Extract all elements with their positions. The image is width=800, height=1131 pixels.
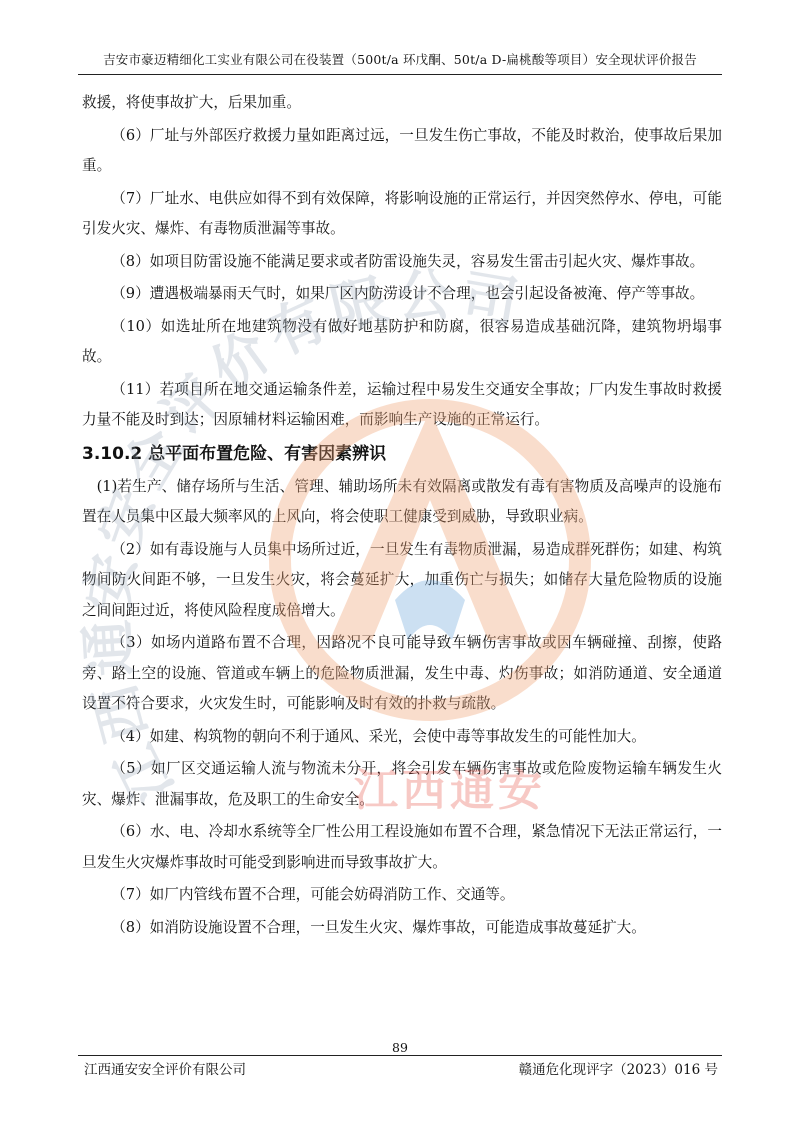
section-heading: 3.10.2 总平面布置危险、有害因素辨识 bbox=[82, 443, 387, 464]
layout-item-3: （3）如场内道路布置不合理，因路况不良可能导致车辆伤害事故或因车辆碰撞、刮擦，使路旁、路上空的设施、管道或车辆上的危险物质泄漏，发生中毒、灼伤事故；如消防通道、安全通道设置不符合要求，火灾发生时，可能影响及时有效的扑救与疏散。 bbox=[82, 634, 722, 712]
watermark-arc-text: 江西通安安全评价有限公司 bbox=[75, 263, 529, 814]
paragraph-item-6: （6）厂址与外部医疗救援力量如距离过远，一旦发生伤亡事故，不能及时救治，使事故后果加重。 bbox=[82, 126, 722, 174]
paragraph-item-11: （11）若项目所在地交通运输条件差，运输过程中易发生交通安全事故；厂内发生事故时救援力量不能及时到达；因原辅材料运输困难，而影响生产设施的正常运行。 bbox=[82, 380, 722, 428]
document-body bbox=[82, 88, 722, 945]
page-number: 89 bbox=[392, 1040, 408, 1055]
watermark-stamp-text: 江西通安 bbox=[354, 765, 546, 816]
layout-item-2: （2）如有毒设施与人员集中场所过近，一旦发生有毒物质泄漏，易造成群死群伤；如建、构筑物间防火间距不够，一旦发生火灾，将会蔓延扩大，加重伤亡与损失；如储存大量危险物质的设施之间间距过近，将使风险程度成倍增大。 bbox=[82, 540, 722, 619]
paragraph-item-8: （8）如项目防雷设施不能满足要求或者防雷设施失灵，容易发生雷击引起火灾、爆炸事故。 bbox=[111, 252, 705, 270]
page-header: 吉安市豪迈精细化工实业有限公司在役装置（500t/a 环戊酮、50t/a D-扁桃酸等项目）安全现状评价报告 bbox=[103, 52, 697, 67]
header-divider bbox=[78, 74, 722, 75]
paragraph-item-7: （7）厂址水、电供应如得不到有效保障，将影响设施的正常运行，并因突然停水、停电，可能引发火灾、爆炸、有毒物质泄漏等事故。 bbox=[82, 189, 722, 237]
layout-item-8: （8）如消防设施设置不合理，一旦发生火灾、爆炸事故，可能造成事故蔓延扩大。 bbox=[111, 918, 646, 936]
paragraph-item-10: （10）如选址所在地建筑物没有做好地基防护和防腐，很容易造成基础沉降，建筑物坍塌事故。 bbox=[82, 317, 722, 365]
footer-company: 江西通安安全评价有限公司 bbox=[84, 1062, 246, 1078]
paragraph-item-9: （9）遭遇极端暴雨天气时，如果厂区内防涝设计不合理，也会引起设备被淹、停产等事故。 bbox=[111, 285, 705, 302]
footer-divider bbox=[78, 1055, 722, 1056]
layout-item-6: （6）水、电、冷却水系统等全厂性公用工程设施如布置不合理，紧急情况下无法正常运行，一旦发生火灾爆炸事故时可能受到影响进而导致事故扩大。 bbox=[82, 823, 722, 871]
layout-item-7: （7）如厂内管线布置不合理，可能会妨碍消防工作、交通等。 bbox=[111, 886, 515, 903]
layout-item-4: （4）如建、构筑物的朝向不利于通风、采光，会使中毒等事故发生的可能性加大。 bbox=[111, 727, 646, 745]
footer-report-number: 赣通危化现评字（2023）016 号 bbox=[518, 1062, 718, 1078]
paragraph-continued: 救援，将使事故扩大，后果加重。 bbox=[82, 94, 301, 111]
layout-item-1: (1)若生产、储存场所与生活、管理、辅助场所未有效隔离或散发有毒有害物质及高噪声的设施布置在人员集中区最大频率风的上风向，将会使职工健康受到威胁，导致职业病。 bbox=[82, 477, 722, 525]
layout-item-5: （5）如厂区交通运输人流与物流未分开，将会引发车辆伤害事故或危险废物运输车辆发生火灾、爆炸、泄漏事故，危及职工的生命安全。 bbox=[82, 760, 722, 808]
